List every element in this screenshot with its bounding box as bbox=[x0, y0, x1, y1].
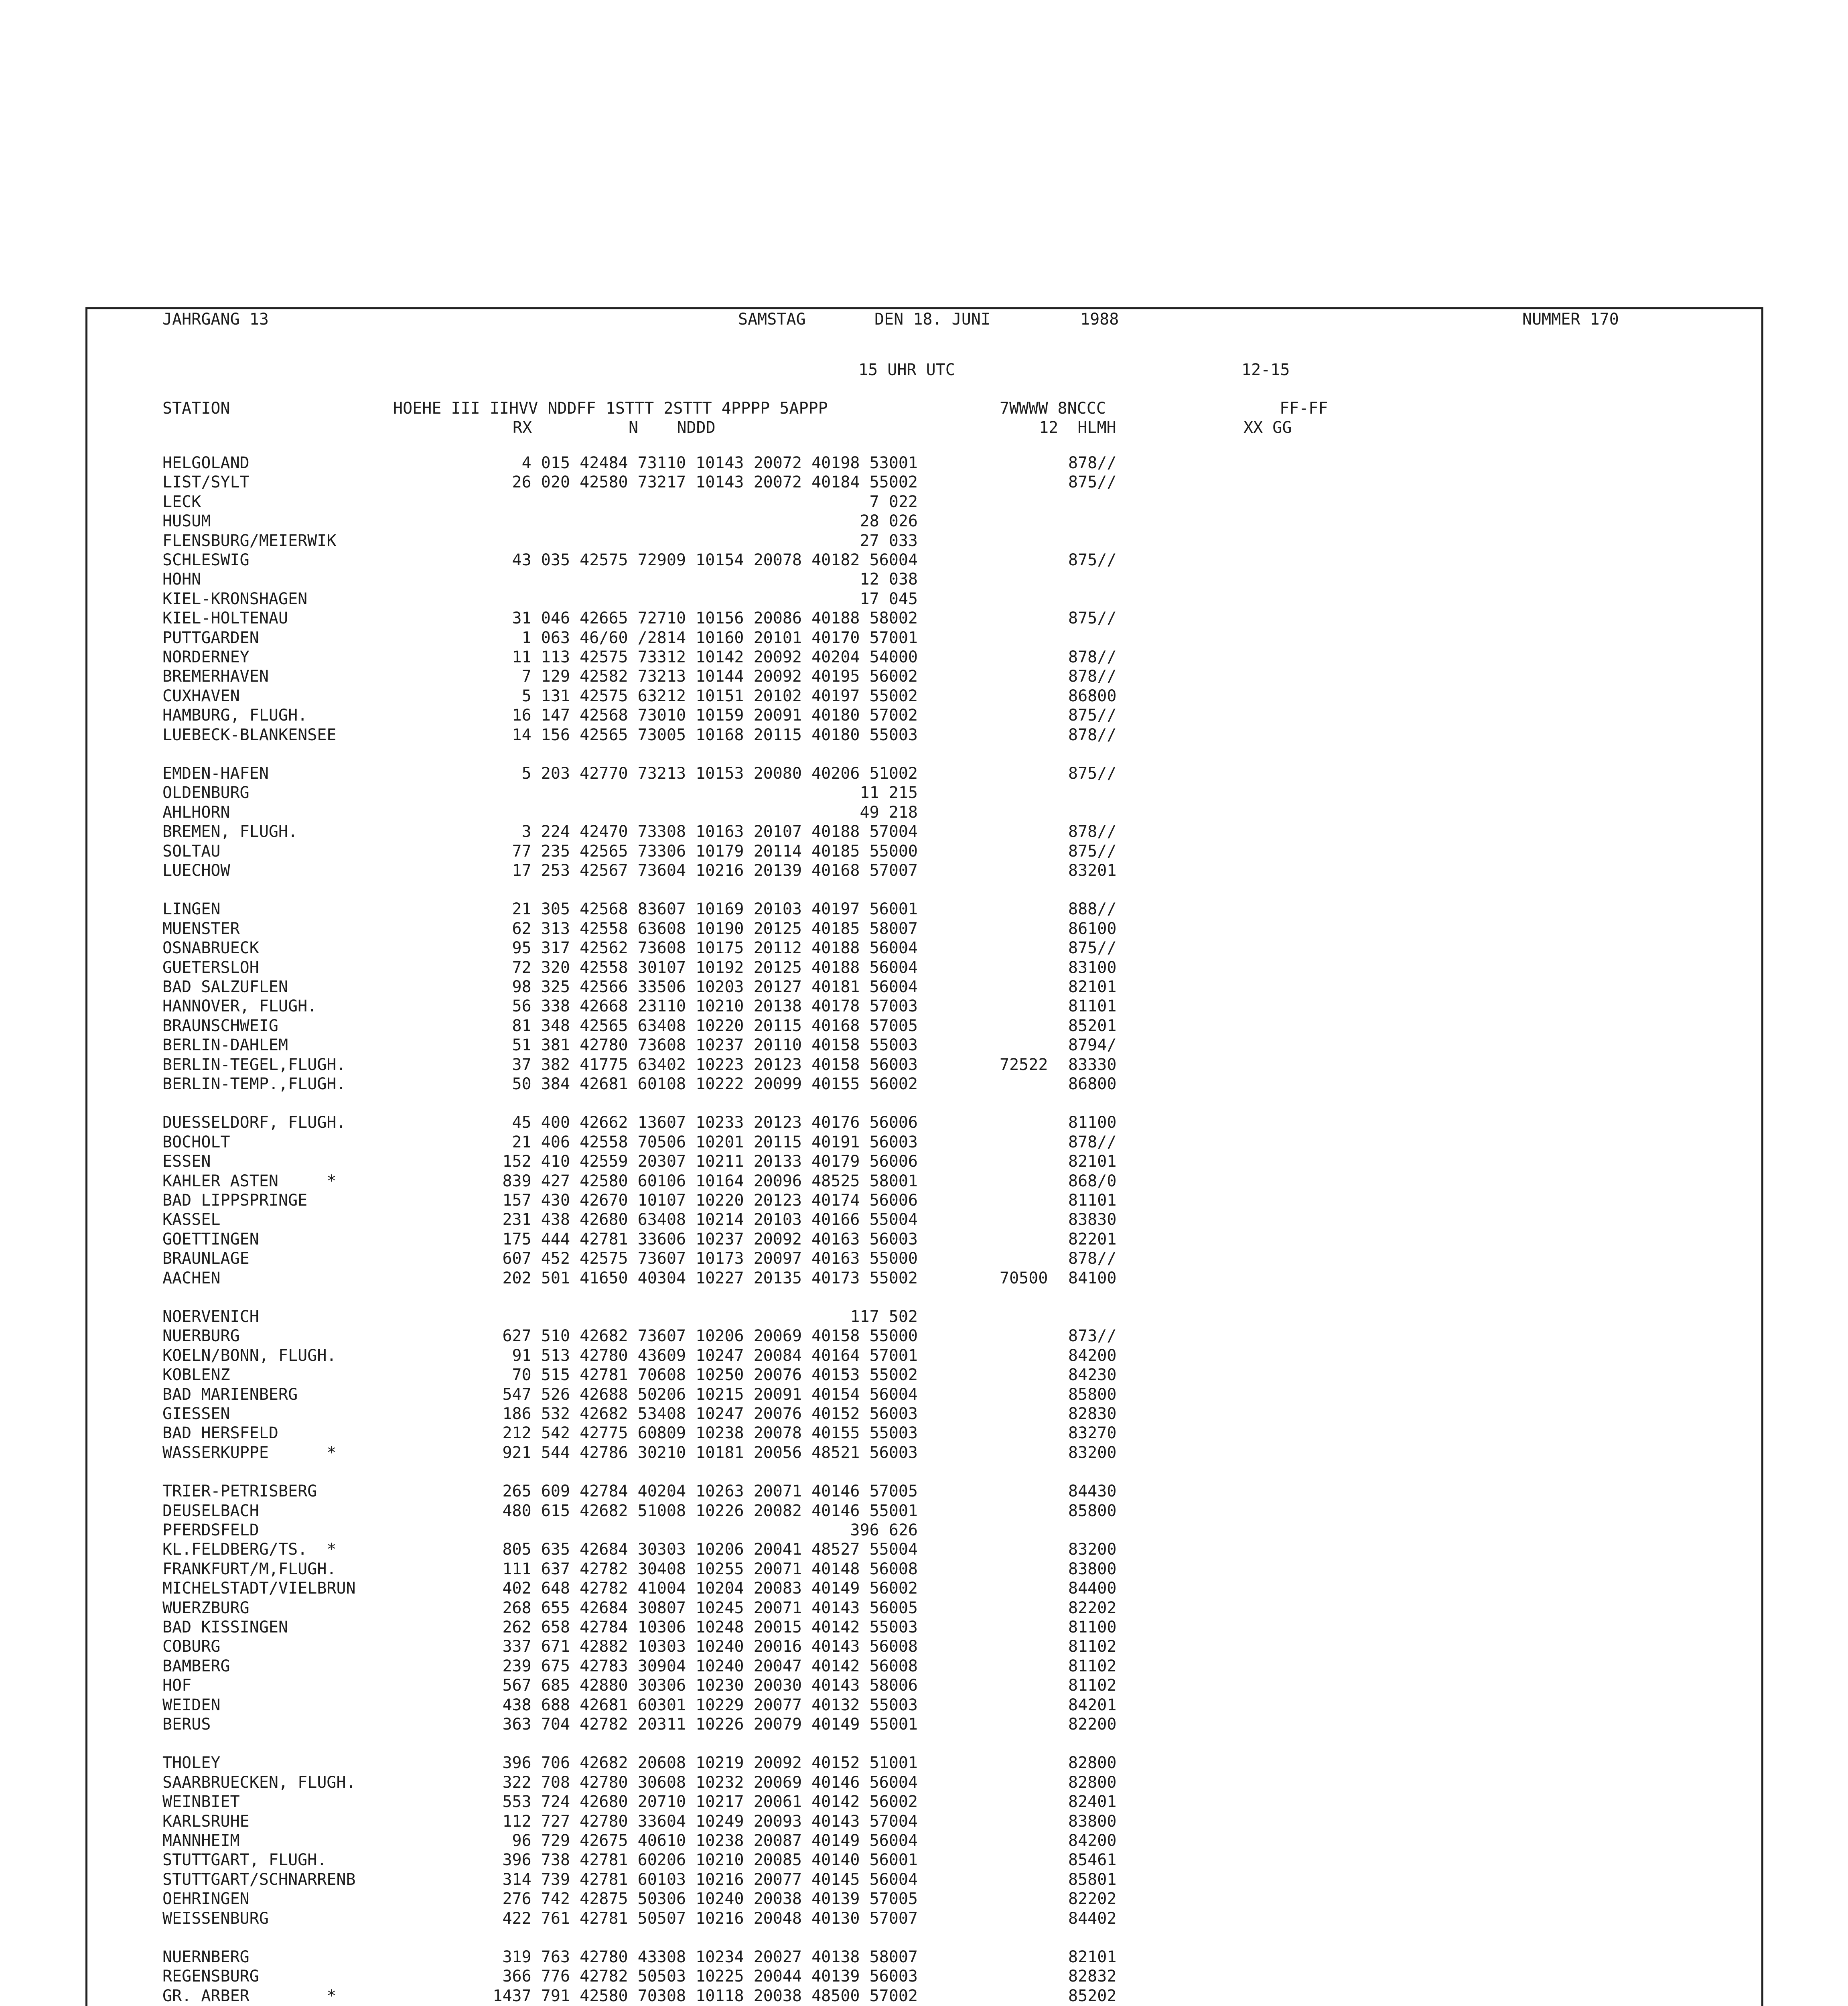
station-name: LINGEN bbox=[162, 900, 221, 918]
observation-values: 152 410 42559 20307 10211 20133 40179 56006 bbox=[502, 1152, 918, 1171]
observation-values: 50 384 42681 60108 10222 20099 40155 56002 bbox=[512, 1075, 918, 1093]
group-8: 875// bbox=[1068, 706, 1117, 725]
observation-values: 70 515 42781 70608 10250 20076 40153 55002 bbox=[512, 1366, 918, 1384]
station-name: KOBLENZ bbox=[162, 1366, 230, 1384]
group-8: 82800 bbox=[1068, 1773, 1117, 1792]
observation-values: 117 502 bbox=[850, 1308, 918, 1326]
observation-values: 276 742 42875 50306 10240 20038 40139 57005 bbox=[502, 1890, 918, 1908]
station-name: HANNOVER, FLUGH. bbox=[162, 997, 317, 1015]
observation-values: 26 020 42580 73217 10143 20072 40184 55002 bbox=[512, 473, 918, 491]
station-name: AHLHORN bbox=[162, 803, 230, 822]
station-name: BAD SALZUFLEN bbox=[162, 978, 288, 996]
group-8: 85800 bbox=[1068, 1385, 1117, 1404]
group-8: 8794/ bbox=[1068, 1036, 1117, 1054]
observation-values: 402 648 42782 41004 10204 20083 40149 56002 bbox=[502, 1579, 918, 1598]
column-wind-sub: XX GG bbox=[1243, 418, 1292, 437]
group-8: 81101 bbox=[1068, 1191, 1117, 1210]
station-name: PFERDSFELD bbox=[162, 1521, 259, 1539]
observation-values: 4 015 42484 73110 10143 20072 40198 53001 bbox=[521, 454, 918, 472]
column-groups: 7WWWW 8NCCC bbox=[1000, 399, 1106, 418]
observation-values: 438 688 42681 60301 10229 20077 40132 55003 bbox=[502, 1696, 918, 1714]
observation-values: 322 708 42780 30608 10232 20069 40146 56004 bbox=[502, 1773, 918, 1792]
station-name: MICHELSTADT/VIELBRUN bbox=[162, 1579, 356, 1598]
column-groups-sub: 12 HLMH bbox=[1039, 418, 1116, 437]
station-name: KAHLER ASTEN * bbox=[162, 1172, 337, 1190]
issue-number: NUMMER 170 bbox=[1522, 310, 1619, 329]
observation-values: 396 738 42781 60206 10210 20085 40140 56001 bbox=[502, 1851, 918, 1869]
observation-values: 12 038 bbox=[860, 570, 918, 589]
station-name: NUERNBERG bbox=[162, 1948, 250, 1966]
observation-values: 314 739 42781 60103 10216 20077 40145 56004 bbox=[502, 1870, 918, 1889]
group-8: 875// bbox=[1068, 939, 1117, 957]
station-name: FRANKFURT/M,FLUGH. bbox=[162, 1560, 337, 1578]
group-8: 875// bbox=[1068, 609, 1117, 627]
group-8: 83270 bbox=[1068, 1424, 1117, 1442]
observation-values: 11 215 bbox=[860, 784, 918, 802]
group-8: 875// bbox=[1068, 842, 1117, 861]
observation-values: 21 406 42558 70506 10201 20115 40191 56003 bbox=[512, 1133, 918, 1151]
observation-values: 3 224 42470 73308 10163 20107 40188 57004 bbox=[521, 822, 918, 841]
station-name: HAMBURG, FLUGH. bbox=[162, 706, 308, 725]
year-label: 1988 bbox=[1080, 310, 1119, 329]
observation-values: 17 253 42567 73604 10216 20139 40168 57007 bbox=[512, 861, 918, 880]
group-8: 83330 bbox=[1068, 1056, 1117, 1074]
group-8: 82800 bbox=[1068, 1754, 1117, 1772]
observation-values: 607 452 42575 73607 10173 20097 40163 55000 bbox=[502, 1249, 918, 1268]
station-name: AACHEN bbox=[162, 1269, 221, 1287]
observation-values: 921 544 42786 30210 10181 20056 48521 56003 bbox=[502, 1444, 918, 1462]
station-name: NORDERNEY bbox=[162, 648, 250, 666]
station-name: CUXHAVEN bbox=[162, 687, 240, 705]
station-name: BAD LIPPSPRINGE bbox=[162, 1191, 308, 1210]
observation-values: 262 658 42784 10306 10248 20015 40142 55003 bbox=[502, 1618, 918, 1636]
station-name: FLENSBURG/MEIERWIK bbox=[162, 532, 337, 550]
group-8: 84430 bbox=[1068, 1482, 1117, 1500]
group-8: 873// bbox=[1068, 1327, 1117, 1345]
group-8: 83200 bbox=[1068, 1540, 1117, 1559]
observation-values: 21 305 42568 83607 10169 20103 40197 56001 bbox=[512, 900, 918, 918]
observation-values: 337 671 42882 10303 10240 20016 40143 56008 bbox=[502, 1637, 918, 1656]
station-name: WEIDEN bbox=[162, 1696, 221, 1714]
observation-values: 112 727 42780 33604 10249 20093 40143 57004 bbox=[502, 1812, 918, 1831]
station-name: HOF bbox=[162, 1676, 192, 1695]
observation-values: 175 444 42781 33606 10237 20092 40163 56003 bbox=[502, 1230, 918, 1249]
group-8: 82202 bbox=[1068, 1599, 1117, 1617]
column-codes-sub: RX N NDDD bbox=[513, 418, 716, 437]
station-name: BREMERHAVEN bbox=[162, 667, 269, 686]
group-8: 878// bbox=[1068, 1249, 1117, 1268]
station-name: BERLIN-DAHLEM bbox=[162, 1036, 288, 1054]
station-name: WEISSENBURG bbox=[162, 1909, 269, 1928]
station-name: BREMEN, FLUGH. bbox=[162, 822, 298, 841]
group-8: 82101 bbox=[1068, 978, 1117, 996]
station-name: KL.FELDBERG/TS. * bbox=[162, 1540, 337, 1559]
station-name: OSNABRUECK bbox=[162, 939, 259, 957]
station-name: OEHRINGEN bbox=[162, 1890, 250, 1908]
station-name: BERLIN-TEGEL,FLUGH. bbox=[162, 1056, 346, 1074]
observation-values: 547 526 42688 50206 10215 20091 40154 56004 bbox=[502, 1385, 918, 1404]
observation-values: 111 637 42782 30408 10255 20071 40148 56008 bbox=[502, 1560, 918, 1578]
group-8: 83200 bbox=[1068, 1444, 1117, 1462]
station-name: GUETERSLOH bbox=[162, 958, 259, 977]
group-8: 84100 bbox=[1068, 1269, 1117, 1287]
group-8: 83830 bbox=[1068, 1210, 1117, 1229]
group-8: 82200 bbox=[1068, 1715, 1117, 1734]
observation-values: 72 320 42558 30107 10192 20125 40188 56004 bbox=[512, 958, 918, 977]
group-8: 81102 bbox=[1068, 1676, 1117, 1695]
station-name: HUSUM bbox=[162, 512, 211, 530]
station-name: KASSEL bbox=[162, 1210, 221, 1229]
observation-values: 7 022 bbox=[869, 493, 918, 511]
jahrgang-label: JAHRGANG 13 bbox=[162, 310, 269, 329]
observation-values: 231 438 42680 63408 10214 20103 40166 55004 bbox=[502, 1210, 918, 1229]
group-8: 83201 bbox=[1068, 861, 1117, 880]
station-name: MANNHEIM bbox=[162, 1831, 240, 1850]
group-8: 81101 bbox=[1068, 997, 1117, 1015]
observation-values: 319 763 42780 43308 10234 20027 40138 58007 bbox=[502, 1948, 918, 1966]
day-label: SAMSTAG bbox=[738, 310, 806, 329]
station-name: BAD HERSFELD bbox=[162, 1424, 278, 1442]
observation-values: 268 655 42684 30807 10245 20071 40143 56005 bbox=[502, 1599, 918, 1617]
group-8: 81102 bbox=[1068, 1637, 1117, 1656]
group-8: 81102 bbox=[1068, 1657, 1117, 1675]
group-8: 85801 bbox=[1068, 1870, 1117, 1889]
table-frame bbox=[85, 307, 1763, 2006]
station-name: BRAUNLAGE bbox=[162, 1249, 250, 1268]
observation-values: 239 675 42783 30904 10240 20047 40142 56008 bbox=[502, 1657, 918, 1675]
station-name: PUTTGARDEN bbox=[162, 629, 259, 647]
station-name: GIESSEN bbox=[162, 1405, 230, 1423]
group-8: 82401 bbox=[1068, 1793, 1117, 1811]
station-name: WUERZBURG bbox=[162, 1599, 250, 1617]
station-name: LIST/SYLT bbox=[162, 473, 250, 491]
group-8: 878// bbox=[1068, 1133, 1117, 1151]
observation-values: 363 704 42782 20311 10226 20079 40149 55001 bbox=[502, 1715, 918, 1734]
station-name: NUERBURG bbox=[162, 1327, 240, 1345]
station-name: THOLEY bbox=[162, 1754, 221, 1772]
date-label: DEN 18. JUNI bbox=[874, 310, 990, 329]
group-8: 878// bbox=[1068, 648, 1117, 666]
group-7: 70500 bbox=[1000, 1269, 1048, 1287]
group-8: 878// bbox=[1068, 822, 1117, 841]
group-8: 84400 bbox=[1068, 1579, 1117, 1598]
time-label: 15 UHR UTC bbox=[858, 361, 955, 379]
station-name: LUEBECK-BLANKENSEE bbox=[162, 726, 337, 744]
group-8: 84200 bbox=[1068, 1346, 1117, 1365]
station-name: SAARBRUECKEN, FLUGH. bbox=[162, 1773, 356, 1792]
station-name: MUENSTER bbox=[162, 920, 240, 938]
observation-values: 839 427 42580 60106 10164 20096 48525 58001 bbox=[502, 1172, 918, 1190]
observation-values: 265 609 42784 40204 10263 20071 40146 57005 bbox=[502, 1482, 918, 1500]
station-name: BAMBERG bbox=[162, 1657, 230, 1675]
observation-values: 56 338 42668 23110 10210 20138 40178 57003 bbox=[512, 997, 918, 1015]
group-8: 86800 bbox=[1068, 1075, 1117, 1093]
group-8: 85202 bbox=[1068, 1987, 1117, 2005]
station-name: WASSERKUPPE * bbox=[162, 1444, 337, 1462]
group-8: 878// bbox=[1068, 667, 1117, 686]
observation-values: 51 381 42780 73608 10237 20110 40158 55003 bbox=[512, 1036, 918, 1054]
observation-values: 14 156 42565 73005 10168 20115 40180 55003 bbox=[512, 726, 918, 744]
group-8: 85461 bbox=[1068, 1851, 1117, 1869]
observation-values: 212 542 42775 60809 10238 20078 40155 55003 bbox=[502, 1424, 918, 1442]
observation-values: 366 776 42782 50503 10225 20044 40139 56003 bbox=[502, 1967, 918, 1986]
observation-values: 627 510 42682 73607 10206 20069 40158 55000 bbox=[502, 1327, 918, 1345]
observation-values: 5 203 42770 73213 10153 20080 40206 51002 bbox=[521, 764, 918, 783]
station-name: DUESSELDORF, FLUGH. bbox=[162, 1113, 346, 1132]
station-name: ESSEN bbox=[162, 1152, 211, 1171]
station-name: BERUS bbox=[162, 1715, 211, 1734]
observation-values: 422 761 42781 50507 10216 20048 40130 57007 bbox=[502, 1909, 918, 1928]
group-8: 875// bbox=[1068, 473, 1117, 491]
observation-values: 17 045 bbox=[860, 590, 918, 608]
observation-values: 91 513 42780 43609 10247 20084 40164 57001 bbox=[512, 1346, 918, 1365]
group-8: 83800 bbox=[1068, 1812, 1117, 1831]
observation-values: 43 035 42575 72909 10154 20078 40182 56004 bbox=[512, 551, 918, 569]
group-8: 82830 bbox=[1068, 1405, 1117, 1423]
group-8: 84201 bbox=[1068, 1696, 1117, 1714]
station-name: EMDEN-HAFEN bbox=[162, 764, 269, 783]
observation-values: 11 113 42575 73312 10142 20092 40204 54000 bbox=[512, 648, 918, 666]
station-name: STUTTGART/SCHNARRENB bbox=[162, 1870, 356, 1889]
station-name: BERLIN-TEMP.,FLUGH. bbox=[162, 1075, 346, 1093]
station-name: BRAUNSCHWEIG bbox=[162, 1017, 278, 1035]
station-name: LUECHOW bbox=[162, 861, 230, 880]
group-8: 81100 bbox=[1068, 1113, 1117, 1132]
group-8: 83800 bbox=[1068, 1560, 1117, 1578]
group-8: 82101 bbox=[1068, 1152, 1117, 1171]
station-name: OLDENBURG bbox=[162, 784, 250, 802]
observation-values: 49 218 bbox=[860, 803, 918, 822]
group-8: 81100 bbox=[1068, 1618, 1117, 1636]
station-name: TRIER-PETRISBERG bbox=[162, 1482, 317, 1500]
station-name: COBURG bbox=[162, 1637, 221, 1656]
station-name: KARLSRUHE bbox=[162, 1812, 250, 1831]
group-8: 84230 bbox=[1068, 1366, 1117, 1384]
group-8: 84402 bbox=[1068, 1909, 1117, 1928]
group-8: 85201 bbox=[1068, 1017, 1117, 1035]
observation-values: 95 317 42562 73608 10175 20112 40188 56004 bbox=[512, 939, 918, 957]
observation-values: 553 724 42680 20710 10217 20061 40142 56002 bbox=[502, 1793, 918, 1811]
observation-values: 396 706 42682 20608 10219 20092 40152 51001 bbox=[502, 1754, 918, 1772]
observation-values: 1 063 46/60 /2814 10160 20101 40170 57001 bbox=[521, 629, 918, 647]
column-station: STATION bbox=[162, 399, 230, 418]
group-7: 72522 bbox=[1000, 1056, 1048, 1074]
observation-values: 62 313 42558 63608 10190 20125 40185 58007 bbox=[512, 920, 918, 938]
group-8: 86800 bbox=[1068, 687, 1117, 705]
group-8: 86100 bbox=[1068, 920, 1117, 938]
station-name: KIEL-HOLTENAU bbox=[162, 609, 288, 627]
station-name: BAD KISSINGEN bbox=[162, 1618, 288, 1636]
observation-values: 77 235 42565 73306 10179 20114 40185 55000 bbox=[512, 842, 918, 861]
observation-values: 202 501 41650 40304 10227 20135 40173 55002 bbox=[502, 1269, 918, 1287]
station-name: GR. ARBER * bbox=[162, 1987, 337, 2005]
group-8: 82201 bbox=[1068, 1230, 1117, 1249]
observation-values: 31 046 42665 72710 10156 20086 40188 58002 bbox=[512, 609, 918, 627]
station-name: BAD MARIENBERG bbox=[162, 1385, 298, 1404]
group-8: 878// bbox=[1068, 726, 1117, 744]
observation-values: 480 615 42682 51008 10226 20082 40146 55001 bbox=[502, 1502, 918, 1520]
observation-values: 157 430 42670 10107 10220 20123 40174 56006 bbox=[502, 1191, 918, 1210]
station-name: SOLTAU bbox=[162, 842, 221, 861]
group-8: 875// bbox=[1068, 551, 1117, 569]
observation-values: 1437 791 42580 70308 10118 20038 48500 57002 bbox=[493, 1987, 918, 2005]
station-name: KIEL-KRONSHAGEN bbox=[162, 590, 308, 608]
group-8: 875// bbox=[1068, 764, 1117, 783]
observation-values: 96 729 42675 40610 10238 20087 40149 56004 bbox=[512, 1831, 918, 1850]
station-name: SCHLESWIG bbox=[162, 551, 250, 569]
station-name: LECK bbox=[162, 493, 201, 511]
station-name: GOETTINGEN bbox=[162, 1230, 259, 1249]
station-name: DEUSELBACH bbox=[162, 1502, 259, 1520]
group-8: 868/0 bbox=[1068, 1172, 1117, 1190]
station-name: WEINBIET bbox=[162, 1793, 240, 1811]
group-8: 82101 bbox=[1068, 1948, 1117, 1966]
group-8: 83100 bbox=[1068, 958, 1117, 977]
time-range-label: 12-15 bbox=[1241, 361, 1290, 379]
observation-values: 5 131 42575 63212 10151 20102 40197 55002 bbox=[521, 687, 918, 705]
observation-values: 805 635 42684 30303 10206 20041 48527 55004 bbox=[502, 1540, 918, 1559]
station-name: HELGOLAND bbox=[162, 454, 250, 472]
observation-values: 28 026 bbox=[860, 512, 918, 530]
station-name: BOCHOLT bbox=[162, 1133, 230, 1151]
station-name: NOERVENICH bbox=[162, 1308, 259, 1326]
station-name: HOHN bbox=[162, 570, 201, 589]
observation-values: 37 382 41775 63402 10223 20123 40158 56003 bbox=[512, 1056, 918, 1074]
group-8: 82832 bbox=[1068, 1967, 1117, 1986]
station-name: STUTTGART, FLUGH. bbox=[162, 1851, 327, 1869]
observation-values: 396 626 bbox=[850, 1521, 918, 1539]
station-name: KOELN/BONN, FLUGH. bbox=[162, 1346, 337, 1365]
observation-values: 567 685 42880 30306 10230 20030 40143 58006 bbox=[502, 1676, 918, 1695]
observation-values: 186 532 42682 53408 10247 20076 40152 56003 bbox=[502, 1405, 918, 1423]
observation-values: 45 400 42662 13607 10233 20123 40176 56006 bbox=[512, 1113, 918, 1132]
group-8: 878// bbox=[1068, 454, 1117, 472]
observation-values: 81 348 42565 63408 10220 20115 40168 57005 bbox=[512, 1017, 918, 1035]
group-8: 82202 bbox=[1068, 1890, 1117, 1908]
station-name: REGENSBURG bbox=[162, 1967, 259, 1986]
observation-values: 7 129 42582 73213 10144 20092 40195 56002 bbox=[521, 667, 918, 686]
column-wind: FF-FF bbox=[1280, 399, 1328, 418]
observation-values: 27 033 bbox=[860, 532, 918, 550]
group-8: 888// bbox=[1068, 900, 1117, 918]
column-codes: HOEHE III IIHVV NDDFF 1STTT 2STTT 4PPPP 5APPP bbox=[393, 399, 828, 418]
observation-values: 16 147 42568 73010 10159 20091 40180 57002 bbox=[512, 706, 918, 725]
observation-values: 98 325 42566 33506 10203 20127 40181 56004 bbox=[512, 978, 918, 996]
group-8: 85800 bbox=[1068, 1502, 1117, 1520]
group-8: 84200 bbox=[1068, 1831, 1117, 1850]
